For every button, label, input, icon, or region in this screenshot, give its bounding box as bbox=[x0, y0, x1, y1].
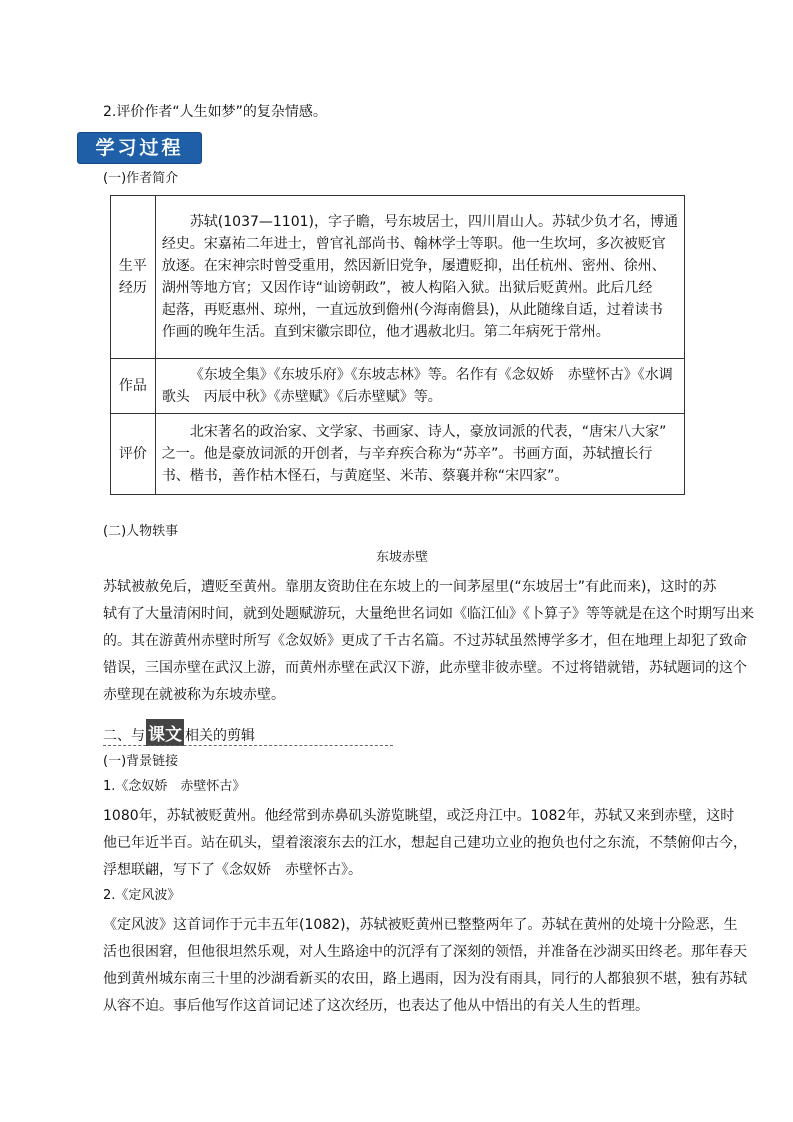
bio-row-evaluation bbox=[111, 414, 685, 495]
author-bio-table bbox=[110, 195, 685, 495]
section-two-heading bbox=[103, 719, 255, 746]
section-two-suffix: 相关的剪辑 bbox=[185, 728, 255, 744]
bio-label-works: 作品 bbox=[111, 359, 156, 414]
section-divider bbox=[103, 745, 393, 746]
anecdote-title: 东坡赤壁 bbox=[376, 550, 429, 565]
bio-content-evaluation: 北宋著名的政治家、文学家、书画家、诗人，豪放词派的代表，“唐宋八大家” 之一。他是豪放词派的开创者，与辛弃疾合称为“苏辛”。书画方面，苏轼擅长行 书、楷书，善作枯木怪石，与黄庭坚、米芾、蔡襄并称“宋四家”。 bbox=[155, 414, 684, 495]
section-two-highlight: 课文 bbox=[146, 719, 184, 746]
anecdote-paragraph: 苏轼被赦免后，遭贬至黄州。靠朋友资助住在东坡上的一间茅屋里(“东坡居士”有此而来)，这时的苏 轼有了大量清闲时间，就到处题赋游玩，大量绝世名词如《临江仙》《卜算子》等等就是在这个时期写出来 的。其在游黄州赤壁时所写《念奴娇》更成了千古名篇。不过苏轼虽然博学多才，但在地理上却犯了致命 错误，三国赤壁在武汉上游，而黄州赤壁在武汉下游，此赤壁非彼赤壁。不过将错就错，苏轼题词的这个 赤壁现在就被称为东坡赤壁。 bbox=[103, 579, 754, 703]
bio-label-evaluation: 评价 bbox=[111, 414, 156, 495]
bio-label-life: 生平 经历 bbox=[111, 196, 156, 359]
background-item1-paragraph: 1080年，苏轼被贬黄州。他经常到赤鼻矶头游览眺望，或泛舟江中。1082年，苏轼又来到赤壁，这时 他已年近半百。站在矶头，望着滚滚东去的江水，想起自己建功立业的抱负也付之东流，不禁俯仰古今， 浮想联翩，写下了《念奴娇 赤壁怀古》。 bbox=[103, 808, 747, 878]
anecdote-heading: (二)人物轶事 bbox=[103, 524, 179, 539]
background-heading: (一)背景链接 bbox=[103, 754, 179, 769]
author-intro-heading: (一)作者简介 bbox=[103, 171, 179, 186]
background-item2-paragraph: 《定风波》这首词作于元丰五年(1082)，苏轼被贬黄州已整整两年了。苏轼在黄州的处境十分险恶，生 活也很困窘，但他很坦然乐观，对人生路途中的沉浮有了深刻的领悟，并准备在沙湖买田终老。那年春天 他到黄州城东南三十里的沙湖看新买的农田，路上遇雨，因为没有雨具，同行的人都狼狈不堪，独有苏轼 从容不迫。事后他写作这首词记述了这次经历，也表达了他从中悟出的有关人生的哲理。 bbox=[103, 917, 747, 1014]
bio-row-works bbox=[111, 359, 685, 414]
bio-content-works: 《东坡全集》《东坡乐府》《东坡志林》等。名作有《念奴娇 赤壁怀古》《水调 歌头 丙辰中秋》《赤壁赋》《后赤壁赋》等。 bbox=[155, 359, 684, 414]
bio-row-life bbox=[111, 196, 685, 359]
background-item1-title: 1.《念奴娇 赤壁怀古》 bbox=[103, 779, 246, 794]
background-item2-title: 2.《定风波》 bbox=[103, 888, 181, 903]
section-two-prefix: 二、与 bbox=[103, 728, 145, 744]
bio-content-life: 苏轼(1037—1101)，字子瞻，号东坡居士，四川眉山人。苏轼少负才名，博通 经史。宋嘉祐二年进士，曾官礼部尚书、翰林学士等职。他一生坎坷，多次被贬官 放逐。在宋神宗时曾受重用，然因新旧党争，屡遭贬抑，出任杭州、密州、徐州、 湖州等地方官；又因作诗“讪谤朝政”，被人构陷入狱。出狱后贬黄州。此后几经 起落，再贬惠州、琼州，一直远放到儋州(今海南儋县)，从此随缘自适，过着读书 作画的晚年生活。直到宋徽宗即位，他才遇赦北归。第二年病死于常州。 bbox=[155, 196, 684, 359]
study-process-badge: 学习过程 bbox=[77, 132, 202, 164]
learning-objective: 2.评价作者“人生如梦”的复杂情感。 bbox=[103, 104, 327, 120]
